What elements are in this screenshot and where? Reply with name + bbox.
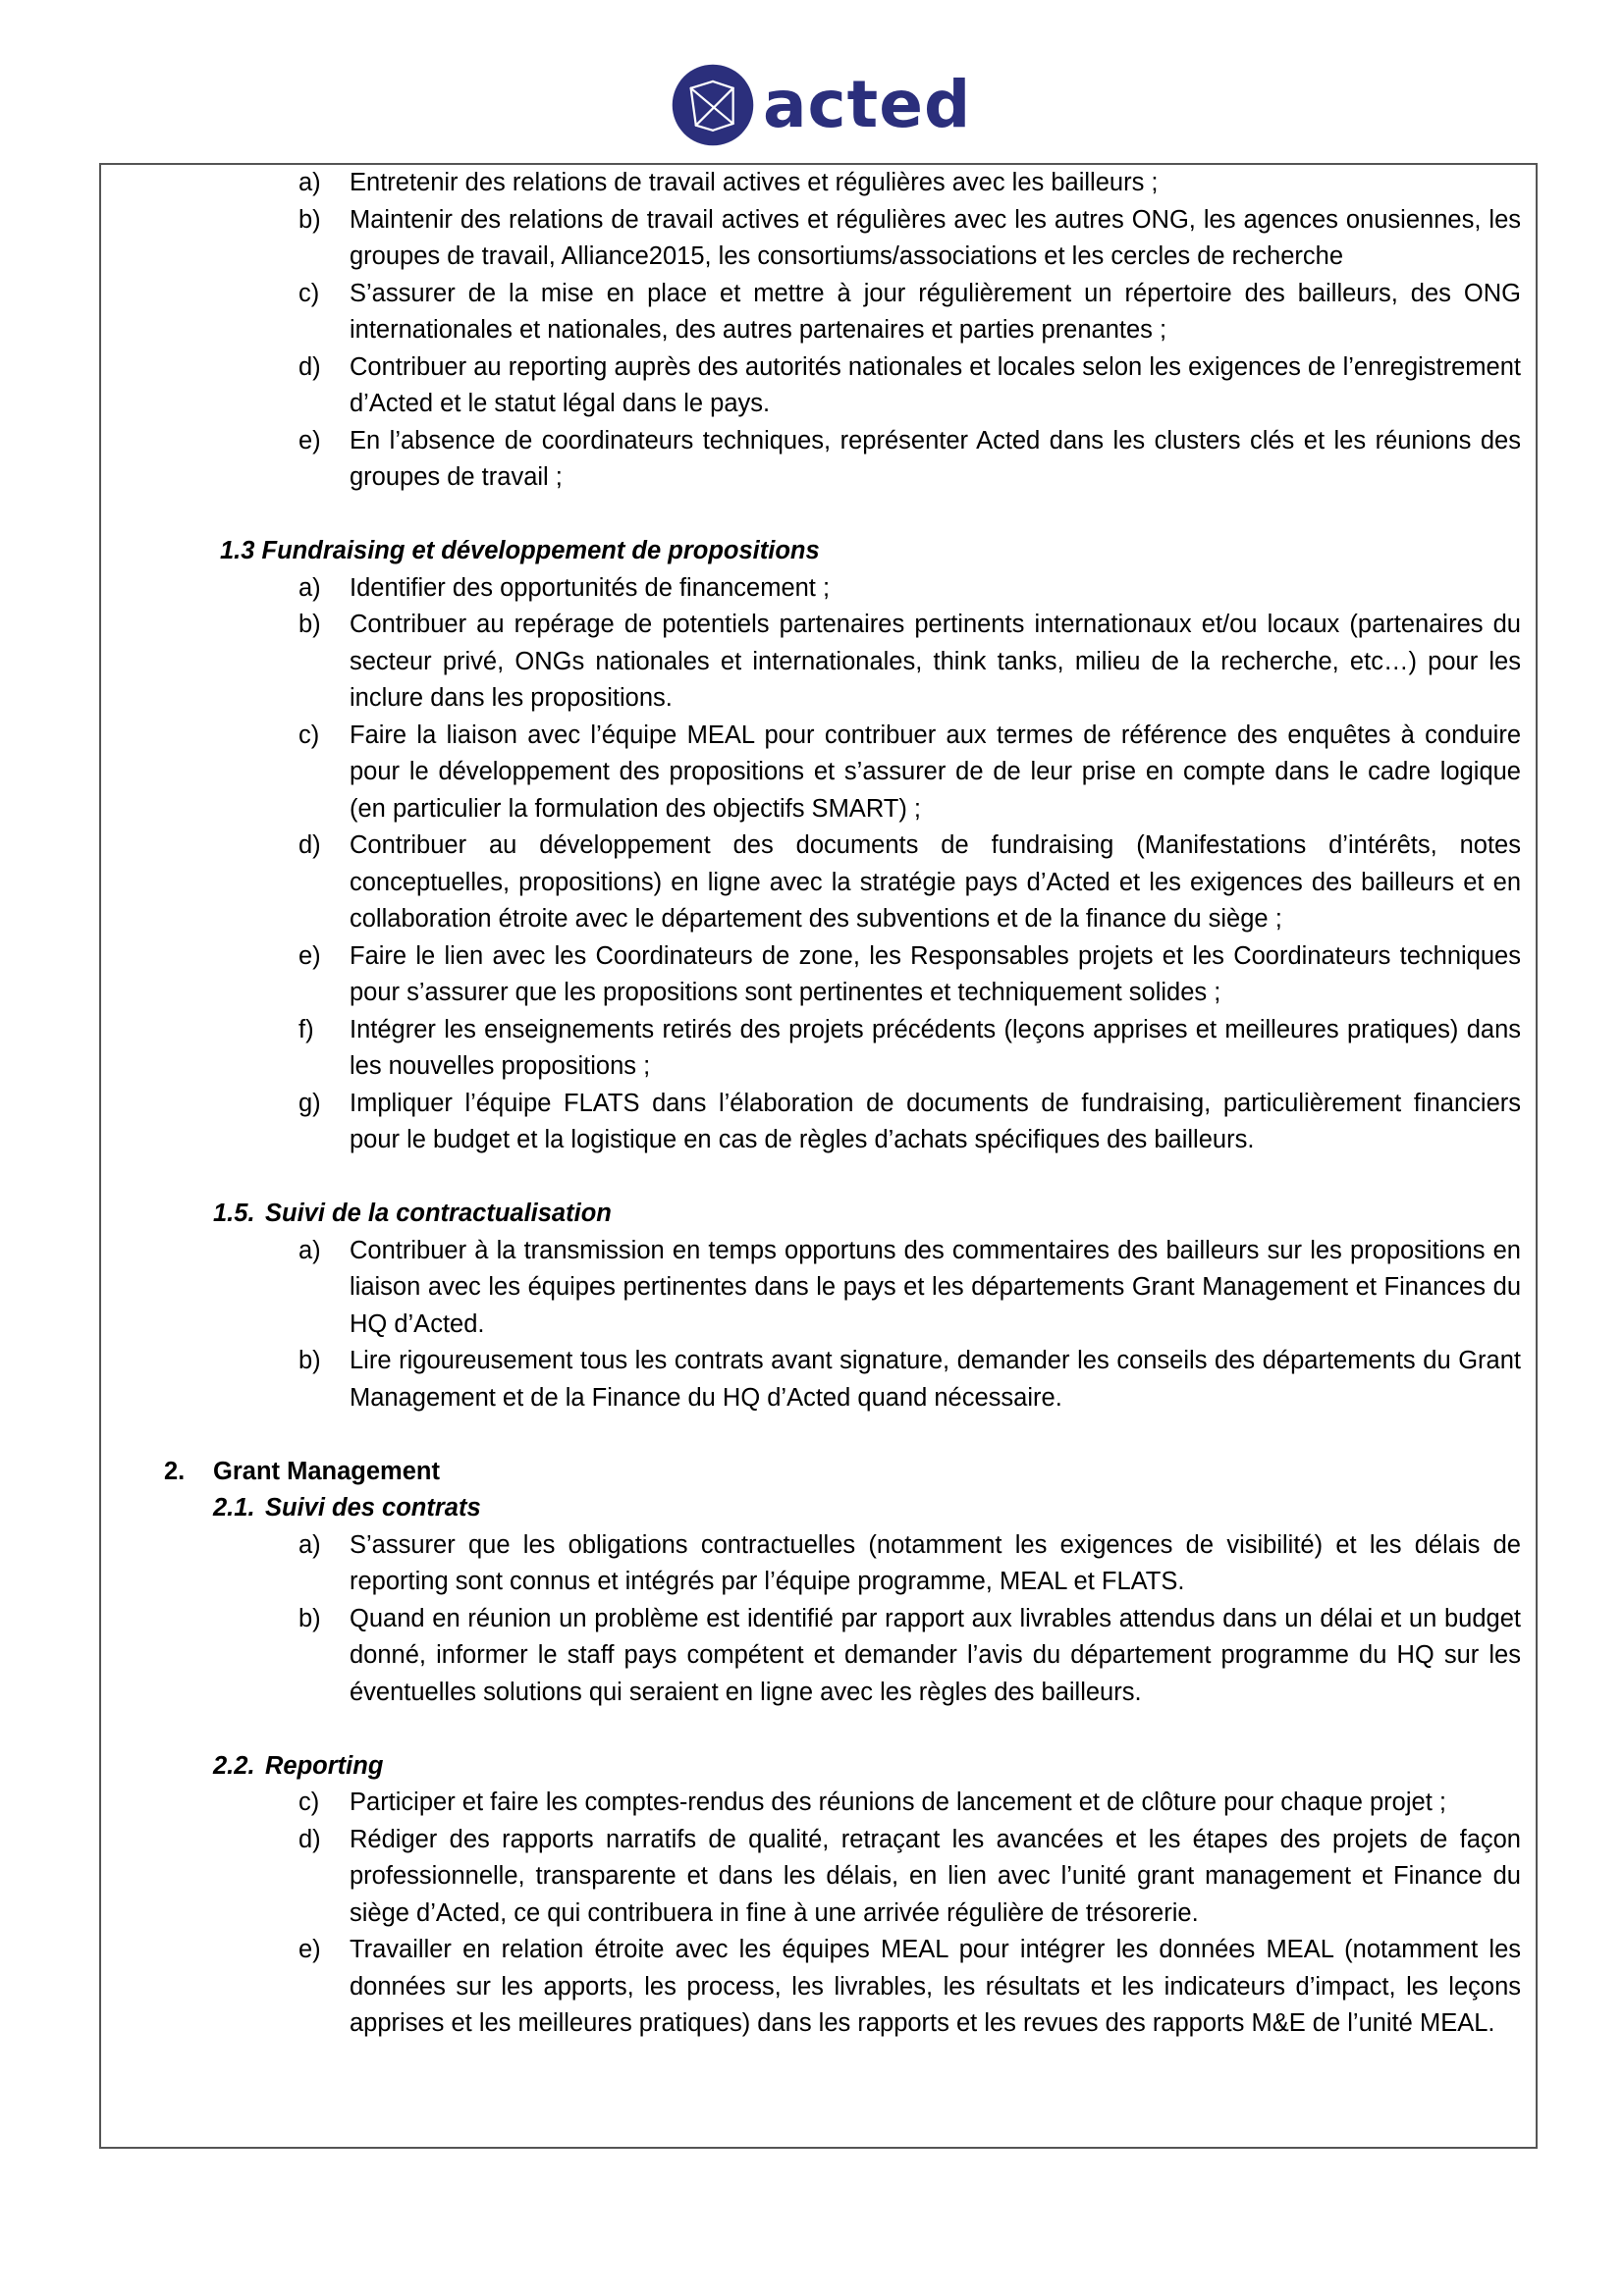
list-item-text: Intégrer les enseignements retirés des projets précédents (leçons apprises et meilleures pratiques) dans les nouvelles propositions ; (350, 1015, 1521, 1080)
list-item (101, 423, 1536, 497)
list-marker: d) (298, 352, 321, 381)
section-1-3-title: 1.3 Fundraising et développement de propositions (220, 537, 820, 564)
list-marker: e) (298, 426, 321, 454)
list-item (101, 938, 1536, 1012)
list-item (101, 1343, 1536, 1416)
list-item-text: Contribuer au reporting auprès des autorités nationales et locales selon les exigences de l’enregistrement d’Acted et le statut légal dans le pays. (350, 352, 1521, 417)
list-item-text: Rédiger des rapports narratifs de qualité, retraçant les avancées et les étapes des projets de façon professionnelle, transparente et dans les délais, en lien avec l’unité grant management et Finance du siège d’Acted, ce qui contribuera in fine à une arrivée régulière de trésorerie. (350, 1825, 1521, 1927)
list-marker: c) (298, 279, 320, 307)
list-item-text: Contribuer au repérage de potentiels partenaires pertinents internationaux et/ou locaux (partenaires du secteur privé, ONGs nationales et internationales, think tanks, milieu de la recherche, etc…) pour les inclure dans les propositions. (350, 611, 1521, 712)
list-contractualisation (101, 1233, 1536, 1417)
list-marker: g) (298, 1089, 321, 1117)
list-marker: e) (298, 1936, 321, 1963)
list-item-text: S’assurer que les obligations contractuelles (notamment les exigences de visibilité) et les délais de reporting sont connus et intégrés par l’équipe programme, MEAL et FLATS. (350, 1530, 1521, 1595)
list-marker: a) (298, 1236, 321, 1264)
list-item-text: Lire rigoureusement tous les contrats avant signature, demander les conseils des départements du Grant Management et de la Finance du HQ d’Acted quand nécessaire. (350, 1347, 1521, 1412)
list-item (101, 607, 1536, 718)
section-2-title: 2. Grant Management (164, 1457, 440, 1485)
list-item (101, 1601, 1536, 1712)
list-marker: a) (298, 1530, 321, 1559)
list-item (101, 1012, 1536, 1086)
list-item-text: Travailler en relation étroite avec les équipes MEAL pour intégrer les données MEAL (notamment les données sur les apports, les process, les livrables, les résultats et les indicateurs d’impact, les leçons apprises et les meilleures pratiques) dans les rapports et les revues des rapports M&E de l’unité MEAL. (350, 1936, 1521, 2037)
list-marker: a) (298, 573, 321, 602)
list-marker: d) (298, 1825, 321, 1853)
list-item (101, 1086, 1536, 1159)
list-item-text: S’assurer de la mise en place et mettre à jour régulièrement un répertoire des bailleurs, des ONG internationales et nationales, des autres partenaires et parties prenantes ; (350, 279, 1521, 344)
list-suivi-contrats (101, 1527, 1536, 1712)
list-marker: b) (298, 1347, 321, 1374)
list-item-text: Impliquer l’équipe FLATS dans l’élaboration de documents de fundraising, particulièrement financiers pour le budget et la logistique en cas de règles d’achats spécifiques des bailleurs. (350, 1089, 1521, 1153)
list-item-text: En l’absence de coordinateurs techniques, représenter Acted dans les clusters clés et les réunions des groupes de travail ; (350, 426, 1521, 491)
list-marker: c) (298, 1789, 320, 1816)
list-item-text: Contribuer à la transmission en temps opportuns des commentaires des bailleurs sur les propositions en liaison avec les équipes pertinentes dans le pays et les départements Grant Management et Finances du HQ d’Acted. (350, 1236, 1521, 1338)
section-2-1-title: 2.1. Suivi des contrats (213, 1494, 481, 1522)
list-item (101, 1785, 1536, 1822)
list-item (101, 276, 1536, 349)
acted-logo-icon (671, 63, 755, 147)
list-item (101, 202, 1536, 276)
list-item (101, 828, 1536, 938)
list-item-text: Contribuer au développement des documents de fundraising (Manifestations d’intérêts, notes conceptuelles, propositions) en ligne avec la stratégie pays d’Acted et les exigences des bailleurs et en collaboration étroite avec le département des subventions et de la finance du siège ; (350, 831, 1521, 933)
list-marker: f) (298, 1015, 314, 1043)
list-item (101, 1527, 1536, 1601)
section-1-5-title: 1.5. Suivi de la contractualisation (213, 1200, 612, 1227)
list-item (101, 1233, 1536, 1344)
list-fundraising (101, 570, 1536, 1159)
list-item (101, 718, 1536, 828)
list-marker: d) (298, 831, 321, 859)
list-item-text: Faire la liaison avec l’équipe MEAL pour contribuer aux termes de référence des enquêtes à conduire pour le développement des propositions et s’assurer de de leur prise en compte dans le cadre logique (en particulier la formulation des objectifs SMART) ; (350, 721, 1521, 823)
acted-logo-text: acted (763, 67, 972, 142)
list-item (101, 349, 1536, 423)
list-marker: e) (298, 941, 321, 970)
list-item-text: Maintenir des relations de travail actives et régulières avec les autres ONG, les agences onusiennes, les groupes de travail, Alliance2015, les consortiums/associations et les cercles de recherche (350, 205, 1521, 270)
list-relations (101, 165, 1536, 497)
list-marker: c) (298, 721, 320, 749)
content-frame (99, 163, 1538, 2149)
list-marker: b) (298, 611, 321, 638)
list-item-text: Faire le lien avec les Coordinateurs de zone, les Responsables projets et les Coordinateurs techniques pour s’assurer que les propositions sont pertinentes et techniquement solides ; (350, 941, 1521, 1006)
list-marker: a) (298, 169, 321, 196)
list-item (101, 1932, 1536, 2043)
list-item-text: Quand en réunion un problème est identifié par rapport aux livrables attendus dans un délai et un budget donné, informer le staff pays compétent et demander l’avis du département programme du HQ sur les éventuelles solutions qui seraient en ligne avec les règles des bailleurs. (350, 1604, 1521, 1706)
list-item-text: Entretenir des relations de travail actives et régulières avec les bailleurs ; (350, 169, 1159, 196)
document-body (101, 165, 1536, 2043)
list-item-text: Identifier des opportunités de financement ; (350, 573, 831, 602)
section-2-2-title: 2.2. Reporting (213, 1751, 384, 1780)
list-item (101, 570, 1536, 608)
list-marker: b) (298, 1604, 321, 1632)
list-item (101, 165, 1536, 202)
list-marker: b) (298, 205, 321, 234)
list-item-text: Participer et faire les comptes-rendus des réunions de lancement et de clôture pour chaque projet ; (350, 1789, 1446, 1816)
list-item (101, 1822, 1536, 1933)
list-reporting (101, 1785, 1536, 2043)
acted-logo (671, 61, 971, 149)
